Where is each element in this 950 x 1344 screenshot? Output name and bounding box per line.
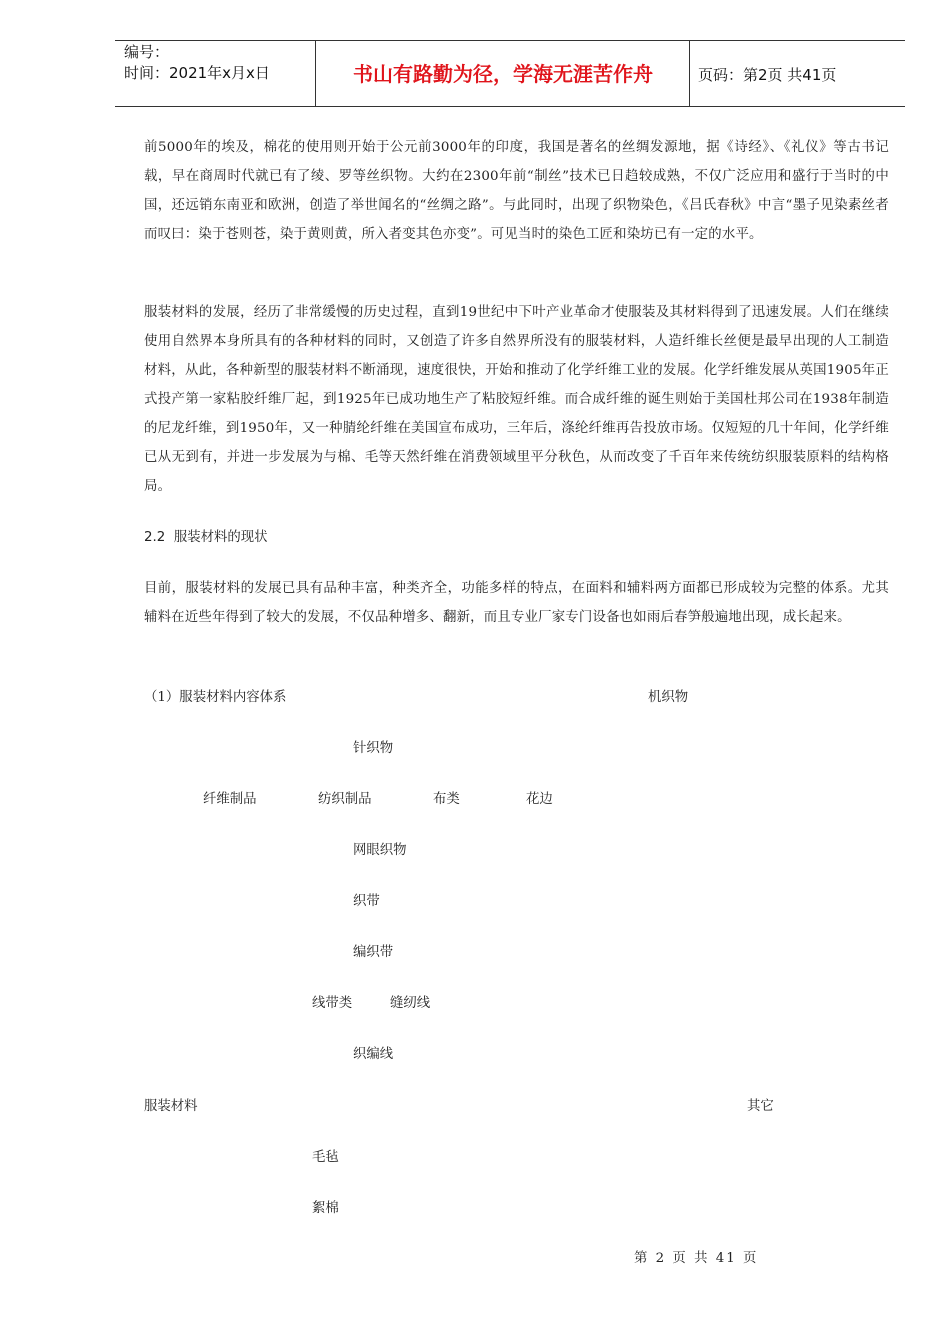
header-bottom-rule (115, 106, 905, 107)
diagram-intro: （1）服装材料内容体系 (144, 690, 287, 705)
header-motto: 书山有路勤为径，学海无涯苦作舟 (353, 62, 653, 86)
section-number: 2.2 (144, 530, 166, 545)
diagram-label-qita: 其它 (747, 1099, 774, 1114)
diagram-label-zhibianxian: 织编线 (353, 1047, 394, 1062)
header-number: 编号： (124, 43, 170, 61)
diagram-label-xianweizhipin: 纤维制品 (203, 792, 257, 807)
diagram-label-zhenzhiwu: 针织物 (353, 741, 394, 756)
diagram-label-fuzhuangcailiao: 服装材料 (144, 1099, 198, 1114)
diagram-label-xumian: 絮棉 (312, 1201, 339, 1216)
header-meta (124, 42, 270, 84)
header-top-rule (115, 40, 905, 41)
diagram-label-fengrenxian: 缝纫线 (390, 996, 431, 1011)
diagram-label-huabian: 花边 (526, 792, 553, 807)
paragraph-development: 服装材料的发展，经历了非常缓慢的历史过程，直到19世纪中下叶产业革命才使服装及其材料得到了迅速发展。人们在继续使用自然界本身所具有的各种材料的同时，又创造了许多自然界所没有的服装材料，人造纤维长丝便是最早出现的人工制造材料，从此，各种新型的服装材料不断涌现，速度很快，开始和推动了化学纤维工业的发展。化学纤维发展从英国1905年正式投产第一家粘胶纤维厂起，到1925年已成功地生产了粘胶短纤维。而合成纤维的诞生则始于美国杜邦公司在1938年制造的尼龙纤维，到1950年，又一种腈纶纤维在美国宣布成功，三年后，涤纶纤维再告投放市场。仅短短的几十年间，化学纤维已从无到有，并进一步发展为与棉、毛等天然纤维在消费领域里平分秋色，从而改变了千百年来传统纺织服装原料的结构格局。 (144, 305, 889, 494)
section-title: 服装材料的现状 (173, 530, 268, 545)
diagram-label-jizhiwu: 机织物 (648, 690, 689, 705)
section-heading (144, 526, 268, 545)
diagram-label-zhidai: 织带 (353, 894, 380, 909)
diagram-label-xiandailei: 线带类 (312, 996, 353, 1011)
diagram-label-bulei: 布类 (433, 792, 460, 807)
diagram-label-bianzhidai: 编织带 (353, 945, 394, 960)
paragraph-history: 前5000年的埃及，棉花的使用则开始于公元前3000年的印度，我国是著名的丝绸发源地，据《诗经》、《礼仪》等古书记载，早在商周时代就已有了绫、罗等丝织物。大约在2300年前“制丝”技术已日趋较成熟，不仅广泛应用和盛行于当时的中国，还远销东南亚和欧洲，创造了举世闻名的“丝绸之路”。与此同时，出现了织物染色，《吕氏春秋》中言“墨子见染素丝者而叹曰：染于苍则苍，染于黄则黄，所入者变其色亦变”。可见当时的染色工匠和染坊已有一定的水平。 (144, 140, 889, 242)
footer-page-number: 第 2 页 共 41 页 (634, 1251, 759, 1266)
diagram-label-maozhan: 毛毡 (312, 1150, 339, 1165)
header-date: 时间：2021年x月x日 (124, 64, 270, 82)
diagram-label-fangzhizhipin: 纺织制品 (318, 792, 372, 807)
diagram-label-wangyanzhiwu: 网眼织物 (353, 843, 407, 858)
paragraph-status: 目前，服装材料的发展已具有品种丰富，种类齐全，功能多样的特点，在面料和辅料两方面都已形成较为完整的体系。尤其辅料在近些年得到了较大的发展，不仅品种增多、翻新，而且专业厂家专门设备也如雨后春笋般遍地出现，成长起来。 (144, 581, 889, 625)
header-page-label: 页码：第2页 共41页 (698, 66, 837, 84)
